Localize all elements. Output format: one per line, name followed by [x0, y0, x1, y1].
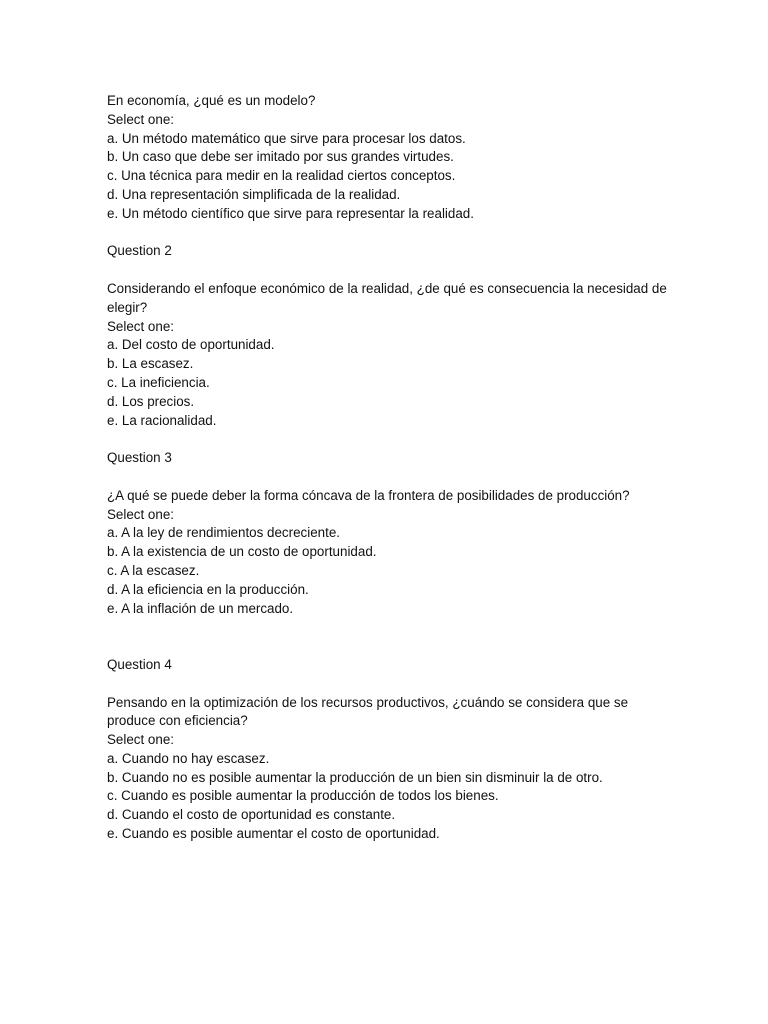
option-list [107, 750, 667, 844]
question-prompt: Considerando el enfoque económico de la realidad, ¿de qué es consecuencia la necesidad de elegir? [107, 280, 667, 315]
option-a: a. Del costo de oportunidad. [107, 337, 275, 353]
option-list [107, 130, 667, 224]
option-e: e. A la inflación de un mercado. [107, 600, 294, 616]
select-one-label: Select one: [107, 506, 174, 522]
option-e: e. La racionalidad. [107, 412, 217, 428]
select-one-label: Select one: [107, 318, 174, 334]
option-a: a. Un método matemático que sirve para procesar los datos. [107, 130, 466, 146]
option-b: b. La escasez. [107, 356, 194, 372]
question-2 [107, 242, 667, 430]
select-one-label: Select one: [107, 732, 174, 748]
option-list [107, 336, 667, 430]
question-4 [107, 656, 667, 844]
document-page [107, 92, 667, 844]
option-c: c. Una técnica para medir en la realidad ciertos conceptos. [107, 168, 456, 184]
option-c: c. La ineficiencia. [107, 374, 210, 390]
question-prompt: Pensando en la optimización de los recursos productivos, ¿cuándo se considera que se produce con eficiencia? [107, 694, 629, 729]
option-e: e. Cuando es posible aumentar el costo de oportunidad. [107, 826, 440, 842]
question-header: Question 4 [107, 656, 172, 672]
question-prompt: En economía, ¿qué es un modelo? [107, 93, 316, 108]
option-b: b. Cuando no es posible aumentar la producción de un bien sin disminuir la de otro. [107, 769, 603, 785]
question-header: Question 2 [107, 243, 172, 259]
option-a: a. Cuando no hay escasez. [107, 750, 270, 766]
option-a: a. A la ley de rendimientos decreciente. [107, 525, 340, 541]
select-one-label: Select one: [107, 111, 174, 127]
option-b: b. A la existencia de un costo de oportunidad. [107, 544, 377, 560]
option-d: d. Una representación simplificada de la realidad. [107, 186, 401, 202]
option-d: d. Los precios. [107, 393, 195, 409]
question-1 [107, 92, 667, 224]
option-c: c. A la escasez. [107, 562, 200, 578]
question-3 [107, 449, 667, 618]
option-d: d. Cuando el costo de oportunidad es constante. [107, 807, 396, 823]
option-list [107, 524, 667, 618]
option-e: e. Un método científico que sirve para representar la realidad. [107, 205, 474, 221]
option-d: d. A la eficiencia en la producción. [107, 581, 309, 597]
option-c: c. Cuando es posible aumentar la producción de todos los bienes. [107, 788, 499, 804]
question-header: Question 3 [107, 450, 172, 466]
option-b: b. Un caso que debe ser imitado por sus grandes virtudes. [107, 149, 454, 165]
question-prompt: ¿A qué se puede deber la forma cóncava de la frontera de posibilidades de producción? [107, 487, 630, 503]
